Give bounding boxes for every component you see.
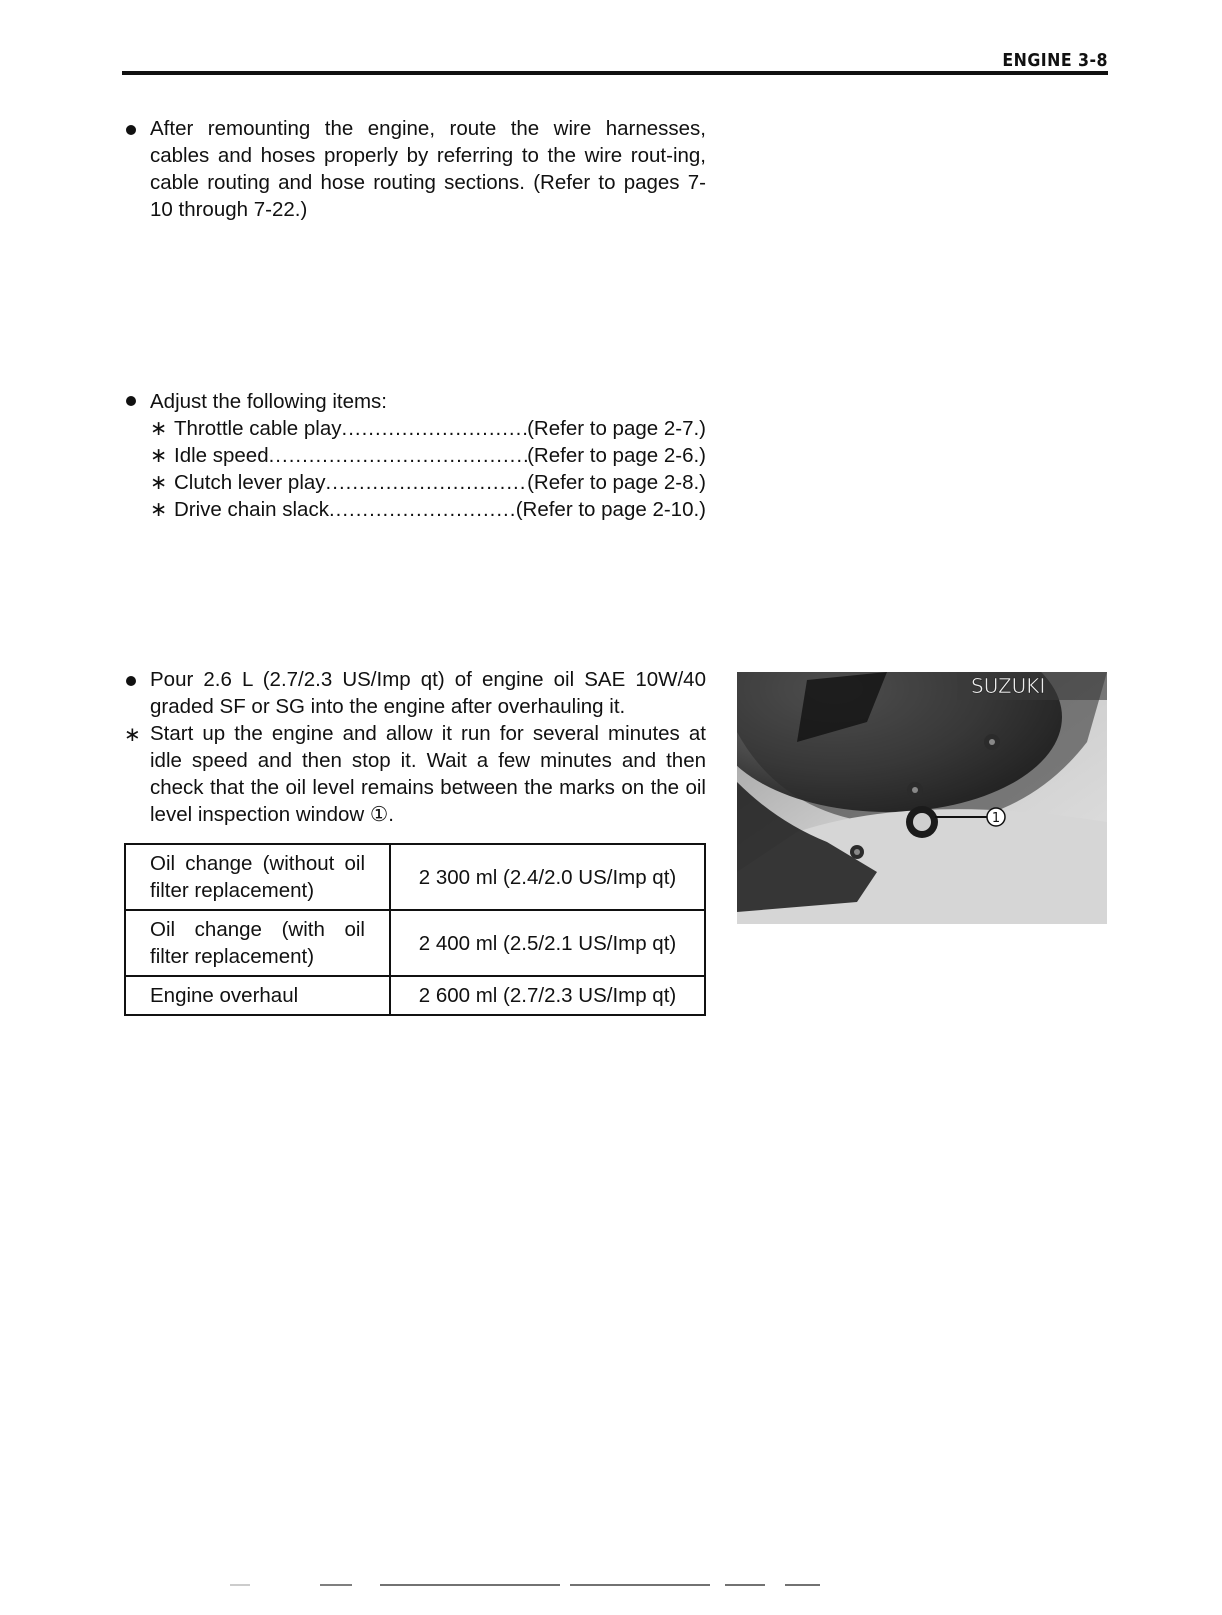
table-cell-item: Oil change (with oil filter replacement) — [125, 910, 390, 976]
header-rule — [122, 71, 1108, 75]
wire-routing-paragraph: After remounting the engine, route the wire harnesses, cables and hoses properly by referring to the wire rout-ing, cable routing and hose routing sections. (Refer to pages 7-10 through 7-22.) — [150, 117, 706, 221]
oil-level-check-paragraph: Start up the engine and allow it run for several minutes at idle speed and then stop it. Wait a few minutes and then check that the oil level remains between the marks on the oil level inspection window ①. — [150, 722, 706, 826]
adjust-items-list — [150, 388, 706, 523]
table-cell-item: Oil change (without oil filter replacement) — [125, 844, 390, 910]
footer-scan-dashes — [230, 1583, 840, 1587]
oil-capacity-table — [124, 843, 706, 1016]
bullet-dot — [126, 125, 136, 135]
table-cell-amount: 2 600 ml (2.7/2.3 US/Imp qt) — [390, 976, 705, 1015]
adjust-item: ∗ Clutch lever play ..... (Refer to page 2-8.) — [150, 469, 706, 496]
adjust-item: ∗ Idle speed ..... (Refer to page 2-6.) — [150, 442, 706, 469]
table-row — [125, 844, 705, 910]
adjust-item: ∗ Drive chain slack ..... (Refer to page 2-10.) — [150, 496, 706, 523]
table-cell-amount: 2 300 ml (2.4/2.0 US/Imp qt) — [390, 844, 705, 910]
bullet-dot — [126, 396, 136, 406]
adjust-items-title: Adjust the following items: — [150, 390, 388, 413]
engine-oil-window-photo — [737, 672, 1107, 924]
page-header-title: ENGINE 3-8 — [1002, 50, 1108, 71]
adjust-item: ∗ Throttle cable play ..... (Refer to page 2-7.) — [150, 415, 706, 442]
svg-text:1: 1 — [991, 811, 1001, 826]
table-cell-item: Engine overhaul — [125, 976, 390, 1015]
suzuki-logo-text: SUZUKI — [971, 674, 1046, 698]
table-cell-amount: 2 400 ml (2.5/2.1 US/Imp qt) — [390, 910, 705, 976]
table-row — [125, 976, 705, 1015]
pour-oil-paragraph: Pour 2.6 L (2.7/2.3 US/Imp qt) of engine oil SAE 10W/40 graded SF or SG into the engine after overhauling it. — [150, 668, 706, 718]
asterisk-marker: ∗ — [124, 724, 141, 746]
table-row — [125, 910, 705, 976]
bullet-dot — [126, 676, 136, 686]
